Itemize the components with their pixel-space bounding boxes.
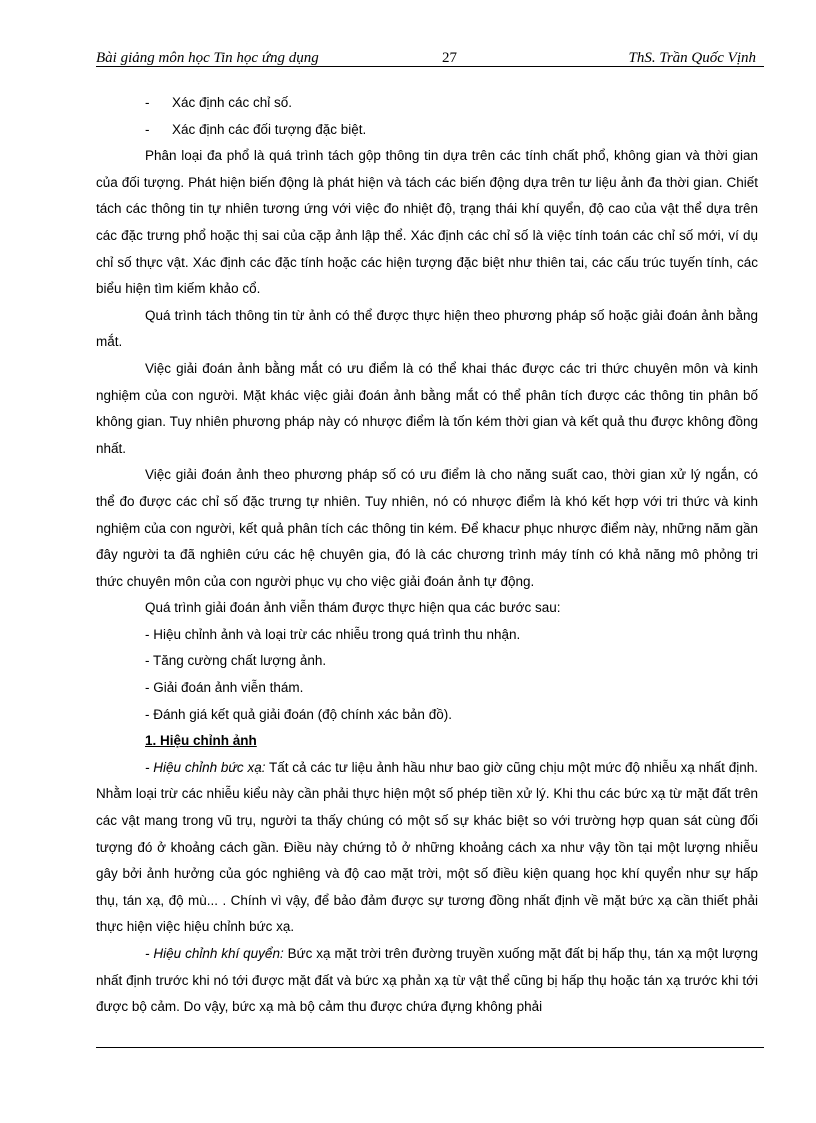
step-item: - Giải đoán ảnh viễn thám. (145, 680, 304, 696)
bullet-dash: - (145, 121, 150, 137)
header-page-number: 27 (442, 50, 457, 66)
paragraph-extraction-methods: Quá trình tách thông tin từ ảnh có thể được thực hiện theo phương pháp số hoặc giải đoán ảnh bằng mắt. (96, 307, 758, 350)
step-item: - Tăng cường chất lượng ảnh. (145, 653, 327, 669)
footer-rule (96, 1047, 764, 1048)
radiometric-label: - Hiệu chỉnh bức xạ: (145, 759, 266, 775)
atmospheric-label: - Hiệu chỉnh khí quyển: (145, 946, 284, 961)
section-heading-text: 1. Hiệu chỉnh ảnh (145, 733, 257, 749)
paragraph-digital-interpretation: Việc giải đoán ảnh theo phương pháp số có ưu điểm là cho năng suất cao, thời gian xử lý ngắn, có thể đo được các chỉ số đặc trưng tự nhiên. Tuy nhiên, nó có nhược điểm là khó kết hợp với tri thức và kinh nghiệm của con người, kết quả phân tích các thông tin kém. Để khacư phục nhược điểm này, những năm gần đây người ta đã nghiên cứu các hệ chuyên gia, đó là các chương trình máy tính có khả năng mô phỏng tri thức chuyên môn của con người phục vụ cho việc giải đoán ảnh tự động. (96, 467, 758, 589)
bullet-item (96, 117, 758, 144)
paragraph-radiometric-correction (96, 755, 758, 941)
atmospheric-text: Bức xạ mặt trời trên đường truyền xuống mặt đất bị hấp thụ, tán xạ một lượng nhất định trước khi nó tới được mặt đất và bức xạ phản xạ từ vật thể cũng bị hấp thụ hoặc tán xạ trước khi tới được bộ cảm. Do vậy, bức xạ mà bộ cảm thu được chứa đựng không phải (96, 946, 758, 1015)
section-heading (96, 728, 758, 755)
paragraph-process-intro: Quá trình giải đoán ảnh viễn thám được thực hiện qua các bước sau: (145, 600, 561, 616)
header-rule (96, 66, 764, 67)
header-author: ThS. Trần Quốc Vịnh (628, 50, 756, 66)
bullet-item (96, 90, 758, 117)
step-item: - Hiệu chỉnh ảnh và loại trừ các nhiễu trong quá trình thu nhận. (145, 626, 521, 642)
header-course-title: Bài giảng môn học Tin học ứng dụng (96, 50, 319, 66)
page-body (96, 90, 758, 1021)
paragraph-classification: Phân loại đa phổ là quá trình tách gộp thông tin dựa trên các tính chất phổ, không gian và thời gian của đối tượng. Phát hiện biến động là phát hiện và tách các biến động dựa trên tư liệu ảnh đa thời gian. Chiết tách các thông tin tự nhiên tương ứng với việc đo nhiệt độ, trạng thái khí quyển, độ cao của vật thể dựa trên các đặc trưng phổ hoặc thị sai của cặp ảnh lập thể. Xác định các chỉ số là việc tính toán các chỉ số mới, ví dụ chỉ số thực vật. Xác định các đặc tính hoặc các hiện tượng đặc biệt như thiên tai, các cấu trúc tuyến tính, các biểu hiện tìm kiếm khảo cổ. (96, 148, 758, 297)
bullet-dash: - (145, 95, 150, 110)
radiometric-text: Tất cả các tư liệu ảnh hầu như bao giờ cũng chịu một mức độ nhiễu xạ nhất định. Nhằm loại trừ các nhiễu kiểu này cần phải thực hiện một số phép tiền xử lý. Khi thu các bức xạ từ mặt đất trên các vật mang trong vũ trụ, người ta thấy chúng có một số sự khác biệt so với trường hợp quan sát cùng đối tượng đó ở khoảng cách gần. Điều này chứng tỏ ở những khoảng cách xa như vậy tồn tại một lượng nhiễu gây bởi ảnh hưởng của góc nghiêng và độ cao mặt trời, một số điều kiện quang học khí quyển như sự hấp thụ, tán xạ, độ mù... . Chính vì vậy, để bảo đảm được sự tương đồng nhất định về mặt bức xạ cần thiết phải thực hiện việc hiệu chỉnh bức xạ. (96, 759, 758, 935)
bullet-text: Xác định các đối tượng đặc biệt. (172, 121, 367, 137)
paragraph-atmospheric-correction (96, 941, 758, 1021)
step-item: - Đánh giá kết quả giải đoán (độ chính xác bản đồ). (145, 706, 452, 722)
paragraph-visual-interpretation: Việc giải đoán ảnh bằng mắt có ưu điểm là có thể khai thác được các tri thức chuyên môn và kinh nghiệm của con người. Mặt khác việc giải đoán ảnh bằng mắt có thể phân tích được các thông tin phân bố không gian. Tuy nhiên phương pháp này có nhược điểm là tốn kém thời gian và kết quả thu được không đồng nhất. (96, 360, 758, 456)
bullet-text: Xác định các chỉ số. (172, 95, 293, 110)
